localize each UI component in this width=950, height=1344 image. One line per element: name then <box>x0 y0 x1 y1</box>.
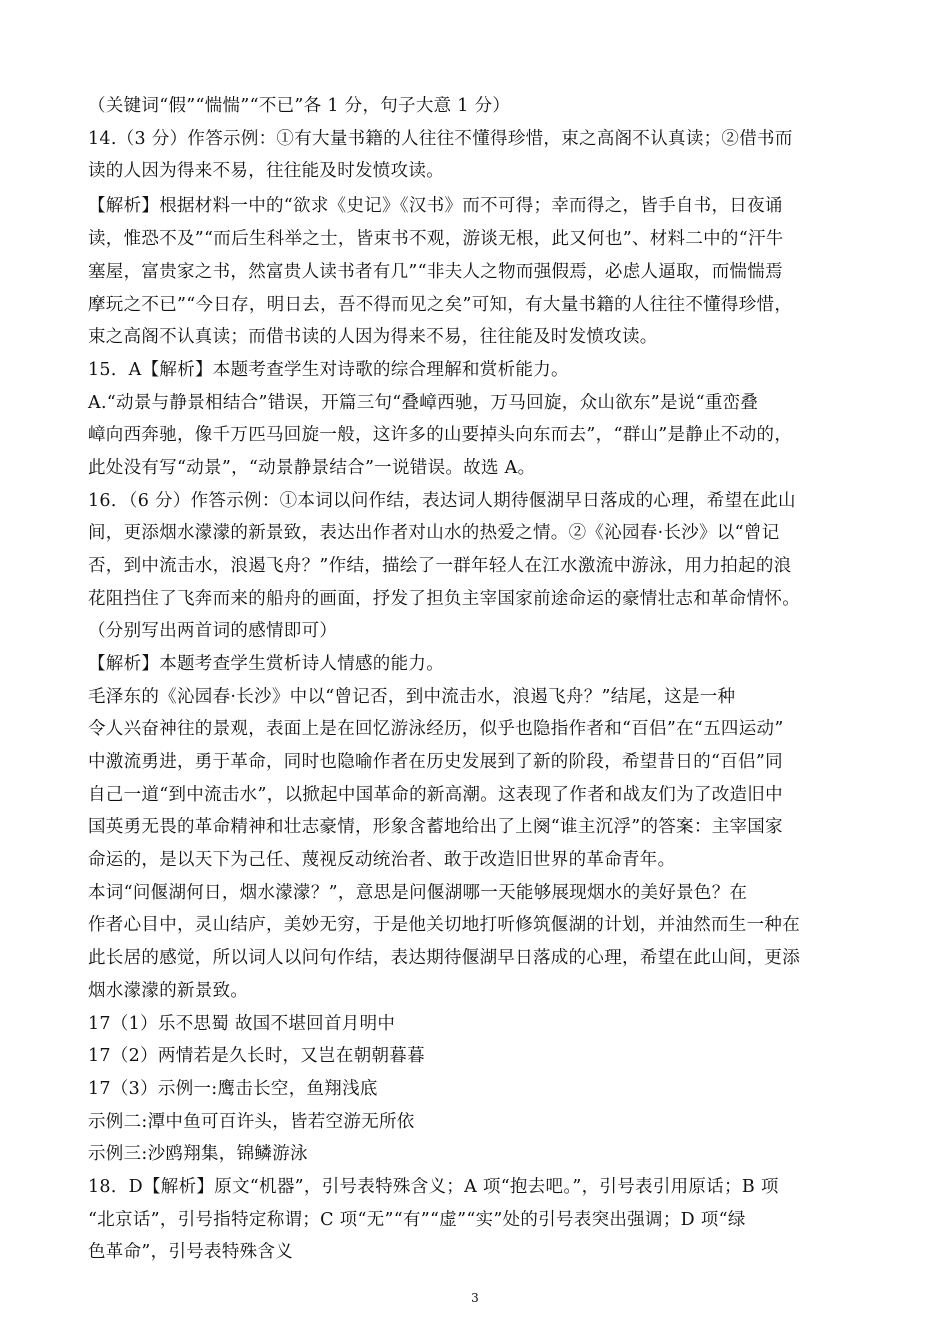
text-line: 此处没有写“动景”，“动景静景结合”一说错误。故选 A。 <box>88 458 536 478</box>
page-number: 3 <box>471 1291 479 1305</box>
text-line: 【解析】根据材料一中的“欲求《史记》《汉书》而不可得；幸而得之，皆手自书，日夜诵 <box>88 196 783 216</box>
text-line: 否，到中流击水，浪遏飞舟？”作结，描绘了一群年轻人在江水激流中游泳，用力拍起的浪 <box>88 556 792 576</box>
text-line: 烟水濛濛的新景致。 <box>88 981 249 1001</box>
text-line: 嶂向西奔驰，像千万匹马回旋一般，这许多的山要掉头向东而去”，“群山”是静止不动的， <box>88 425 793 445</box>
text-line: 16．（6 分）作答示例：①本词以问作结，表达词人期待偃湖早日落成的心理，希望在此山 <box>88 491 796 511</box>
text-line: 14.（3 分）作答示例：①有大量书籍的人往往不懂得珍惜，束之高阁不认真读；②借书而 <box>88 129 793 149</box>
text-line: （关键词“假”“惴惴”“不已”各 1 分，句子大意 1 分） <box>88 96 511 116</box>
text-line: 命运的，是以天下为己任、蔑视反动统治者、敢于改造旧世界的革命青年。 <box>88 850 676 870</box>
text-line: （分别写出两首词的感情即可） <box>88 621 338 641</box>
text-line: 作者心目中，灵山结庐，美妙无穷，于是他关切地打听修筑偃湖的计划，并油然而生一种在 <box>88 915 800 935</box>
text-line: 色革命”，引号表特殊含义 <box>88 1242 294 1262</box>
text-line: 间，更添烟水濛濛的新景致，表达出作者对山水的热爱之情。②《沁园春·长沙》以“曾记 <box>88 523 780 543</box>
text-line: 束之高阁不认真读；而借书读的人因为得来不易，往往能及时发愤攻读。 <box>88 327 658 347</box>
text-line: A.“动景与静景相结合”错误，开篇三句“叠嶂西驰，万马回旋，众山欲东”是说“重峦叠 <box>88 393 759 413</box>
text-line: 17（2）两情若是久长时，又岂在朝朝暮暮 <box>88 1046 425 1066</box>
text-line: 中激流勇进，勇于革命，同时也隐喻作者在历史发展到了新的阶段，希望昔日的“百侣”同 <box>88 752 783 772</box>
text-line: 示例三:沙鸥翔集，锦鳞游泳 <box>88 1144 308 1164</box>
text-line: 17（1）乐不思蜀 故国不堪回首月明中 <box>88 1014 396 1034</box>
text-line: 摩玩之不已”“今日存，明日去，吾不得而见之矣”可知，有大量书籍的人往往不懂得珍惜， <box>88 295 793 315</box>
text-line: 读，惟恐不及”“而后生科举之士，皆束书不观，游谈无根，此又何也”、材料二中的“汗牛 <box>88 229 784 249</box>
text-line: 18．D【解析】原文“机器”，引号表特殊含义；A 项“抱去吧。”，引号表引用原话；B 项 <box>88 1177 779 1197</box>
text-line: 令人兴奋神往的景观，表面上是在回忆游泳经历，似乎也隐指作者和“百侣”在“五四运动” <box>88 719 784 739</box>
text-line: 国英勇无畏的革命精神和壮志豪情，形象含蓄地给出了上阕“谁主沉浮”的答案：主宰国家 <box>88 817 783 837</box>
text-line: 塞屋，富贵家之书，然富贵人读书者有几”“非夫人之物而强假焉，必虑人逼取，而惴惴焉 <box>88 262 783 282</box>
text-line: 读的人因为得来不易，往往能及时发愤攻读。 <box>88 161 444 181</box>
text-line: 此长居的感觉，所以词人以问句作结，表达期待偃湖早日落成的心理，希望在此山间，更添 <box>88 948 800 968</box>
text-line: 本词“问偃湖何日，烟水濛濛？”，意思是问偃湖哪一天能够展现烟水的美好景色？在 <box>88 883 748 903</box>
text-line: 毛泽东的《沁园春·长沙》中以“曾记否，到中流击水，浪遏飞舟？”结尾，这是一种 <box>88 687 736 707</box>
text-line: 【解析】本题考查学生赏析诗人情感的能力。 <box>88 654 444 674</box>
text-line: 17（3）示例一:鹰击长空，鱼翔浅底 <box>88 1079 378 1099</box>
text-line: “北京话”，引号指特定称谓；C 项“无”“有”“虚”“实”处的引号表突出强调；D 项“绿 <box>88 1210 746 1230</box>
text-line: 花阻挡住了飞奔而来的船舟的画面，抒发了担负主宰国家前途命运的豪情壮志和革命情怀。 <box>88 589 800 609</box>
text-line: 15．A【解析】本题考查学生对诗歌的综合理解和赏析能力。 <box>88 360 569 380</box>
text-line: 自己一道“到中流击水”，以掀起中国革命的新高潮。这表现了作者和战友们为了改造旧中 <box>88 785 783 805</box>
text-line: 示例二:潭中鱼可百许头，皆若空游无所依 <box>88 1112 415 1132</box>
